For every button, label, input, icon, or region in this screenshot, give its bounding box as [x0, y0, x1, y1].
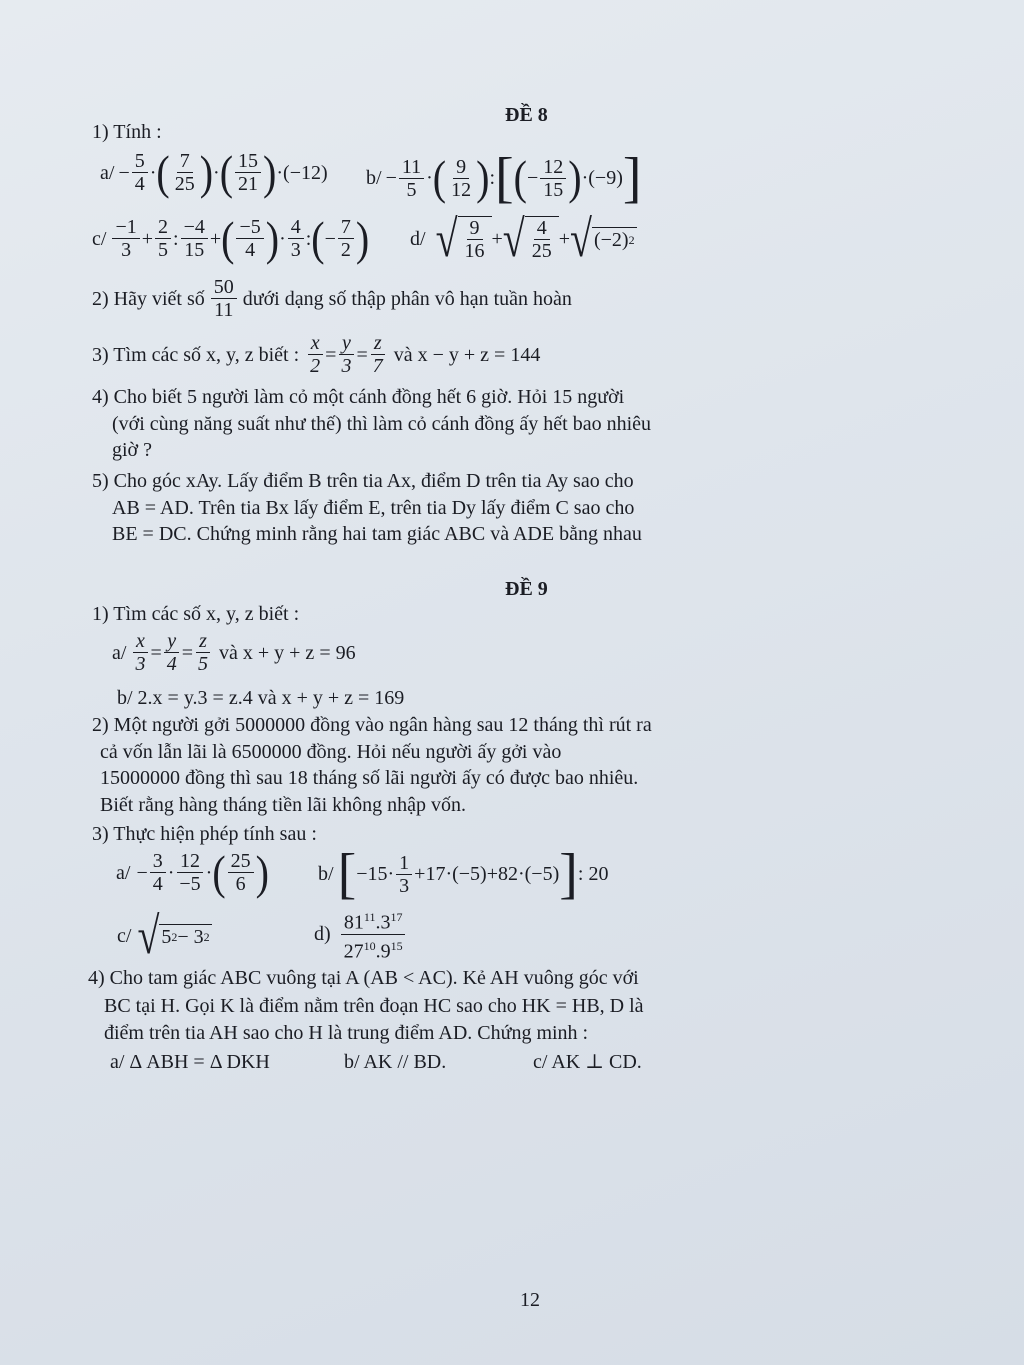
- de9-q1a-label: a/: [112, 641, 127, 664]
- de9-q3d-label: d): [314, 923, 331, 946]
- de8-q5-line3: BE = DC. Chứng minh rằng hai tam giác ABC và ADE bằng nhau: [112, 523, 642, 545]
- de9-q4-line1: 4) Cho tam giác ABC vuông tại A (AB < AC). Kẻ AH vuông góc với: [88, 967, 639, 989]
- de9-title: ĐỀ 9: [505, 578, 548, 600]
- de9-q2-line3: 15000000 đồng thì sau 18 tháng số lãi người ấy có được bao nhiêu.: [100, 767, 639, 789]
- de9-q4b: b/ AK // BD.: [344, 1051, 447, 1073]
- de8-q1b: b/ − $\frac{11}{5}$ · ( $\frac{9}{12}$ ) : [ ( − $\frac{12}{15}$ ) ·(−9) ]: [366, 147, 642, 209]
- de8-q4-line2: (với cùng năng suất như thế) thì làm cỏ cánh đồng ấy hết bao nhiêu: [112, 413, 652, 435]
- de8-q4-line1: 4) Cho biết 5 người làm cỏ một cánh đồng hết 6 giờ. Hỏi 15 người: [92, 386, 625, 408]
- de9-q1a: a/ $\frac{x}{3}$ = $\frac{y}{4}$ = $\frac{z}{5}$ và x + y + z = 96: [112, 630, 356, 675]
- de9-q3-label: 3) Thực hiện phép tính sau :: [92, 823, 317, 845]
- de8-q1a-label: a/: [100, 161, 115, 184]
- de9-q4-line2: BC tại H. Gọi K là điểm nằm trên đoạn HC sao cho HK = HB, D là: [104, 995, 644, 1017]
- de9-q3b: b/ [ −15· $\frac{1}{3}$ +17·(−5)+82·(−5) ] : 20: [318, 843, 609, 905]
- de8-q2-post: dưới dạng số thập phân vô hạn tuần hoàn: [242, 287, 572, 310]
- de8-q1d-label: d/: [410, 228, 426, 250]
- de8-q1d: d/ √ $\frac{9}{16}$ + √ $\frac{4}{25}$ + √ (−2) 2: [410, 209, 635, 268]
- de8-q1c-label: c/: [92, 227, 107, 250]
- de9-q4c: c/ AK ⊥ CD.: [533, 1051, 642, 1073]
- de9-q1b: b/ 2.x = y.3 = z.4 và x + y + z = 169: [117, 687, 405, 709]
- de8-q3-post: và x − y + z = 144: [393, 343, 541, 366]
- de8-q2-num: 50: [211, 276, 237, 299]
- de9-q3a: a/ − $\frac{3}{4}$ · $\frac{12}{-5}$ · ( $\frac{25}{6}$ ): [116, 844, 269, 899]
- de8-q3: 3) Tìm các số x, y, z biết : $\frac{x}{2}$ = $\frac{y}{3}$ = $\frac{z}{7}$ và x − y + z = 144: [92, 332, 541, 377]
- de9-q3c: c/ √ 5 2 − 3 2: [117, 906, 210, 965]
- de9-q2-line2: cả vốn lẫn lãi là 6500000 đồng. Hỏi nếu người ấy gởi vào: [100, 741, 562, 763]
- de8-q1b-label: b/: [366, 167, 382, 189]
- page-number: 12: [520, 1289, 540, 1311]
- de8-q2-pre: 2) Hãy viết số: [92, 287, 205, 310]
- de8-q5-line1: 5) Cho góc xAy. Lấy điểm B trên tia Ax, điểm D trên tia Ay sao cho: [92, 470, 634, 492]
- de9-q3b-label: b/: [318, 863, 334, 885]
- de8-q2: [92, 276, 572, 321]
- de9-q3b-tail: : 20: [577, 863, 609, 885]
- de8-q3-pre: 3) Tìm các số x, y, z biết :: [92, 343, 300, 366]
- de9-q2-line4: Biết rằng hàng tháng tiền lãi không nhập vốn.: [100, 794, 467, 816]
- de9-q1a-post: và x + y + z = 96: [219, 641, 356, 664]
- de8-q1-label: 1) Tính :: [92, 121, 162, 143]
- de8-q1c: c/ $\frac{-1}{3}$ + $\frac{2}{5}$ : $\frac{-4}{15}$ + ( $\frac{-5}{4}$ ) · $\frac{4}{3}$ : ( − $\frac{7}{2}$ ): [92, 210, 370, 265]
- de8-title: ĐỀ 8: [505, 104, 548, 126]
- de9-q3a-label: a/: [116, 861, 131, 884]
- de8-q1a: a/ − $\frac{5}{4}$ · ( $\frac{7}{25}$ ) · ( $\frac{15}{21}$ ) ·(−12): [100, 144, 328, 199]
- de9-q3d: d) $\frac{81^{11}.3^{17}}{27^{10}.9^{15}}$: [314, 906, 408, 962]
- de8-q5-line2: AB = AD. Trên tia Bx lấy điểm E, trên tia Dy lấy điểm C sao cho: [112, 497, 635, 519]
- de9-q2-line1: 2) Một người gởi 5000000 đồng vào ngân hàng sau 12 tháng thì rút ra: [92, 714, 652, 736]
- de8-q4-line3: giờ ?: [112, 439, 153, 461]
- de9-q4a: a/ Δ ABH = Δ DKH: [110, 1051, 270, 1073]
- de9-q1-label: 1) Tìm các số x, y, z biết :: [92, 603, 300, 625]
- de9-q4-line3: điểm trên tia AH sao cho H là trung điểm AD. Chứng minh :: [104, 1022, 589, 1044]
- de9-q3c-label: c/: [117, 925, 132, 947]
- de8-q2-den: 11: [214, 299, 234, 321]
